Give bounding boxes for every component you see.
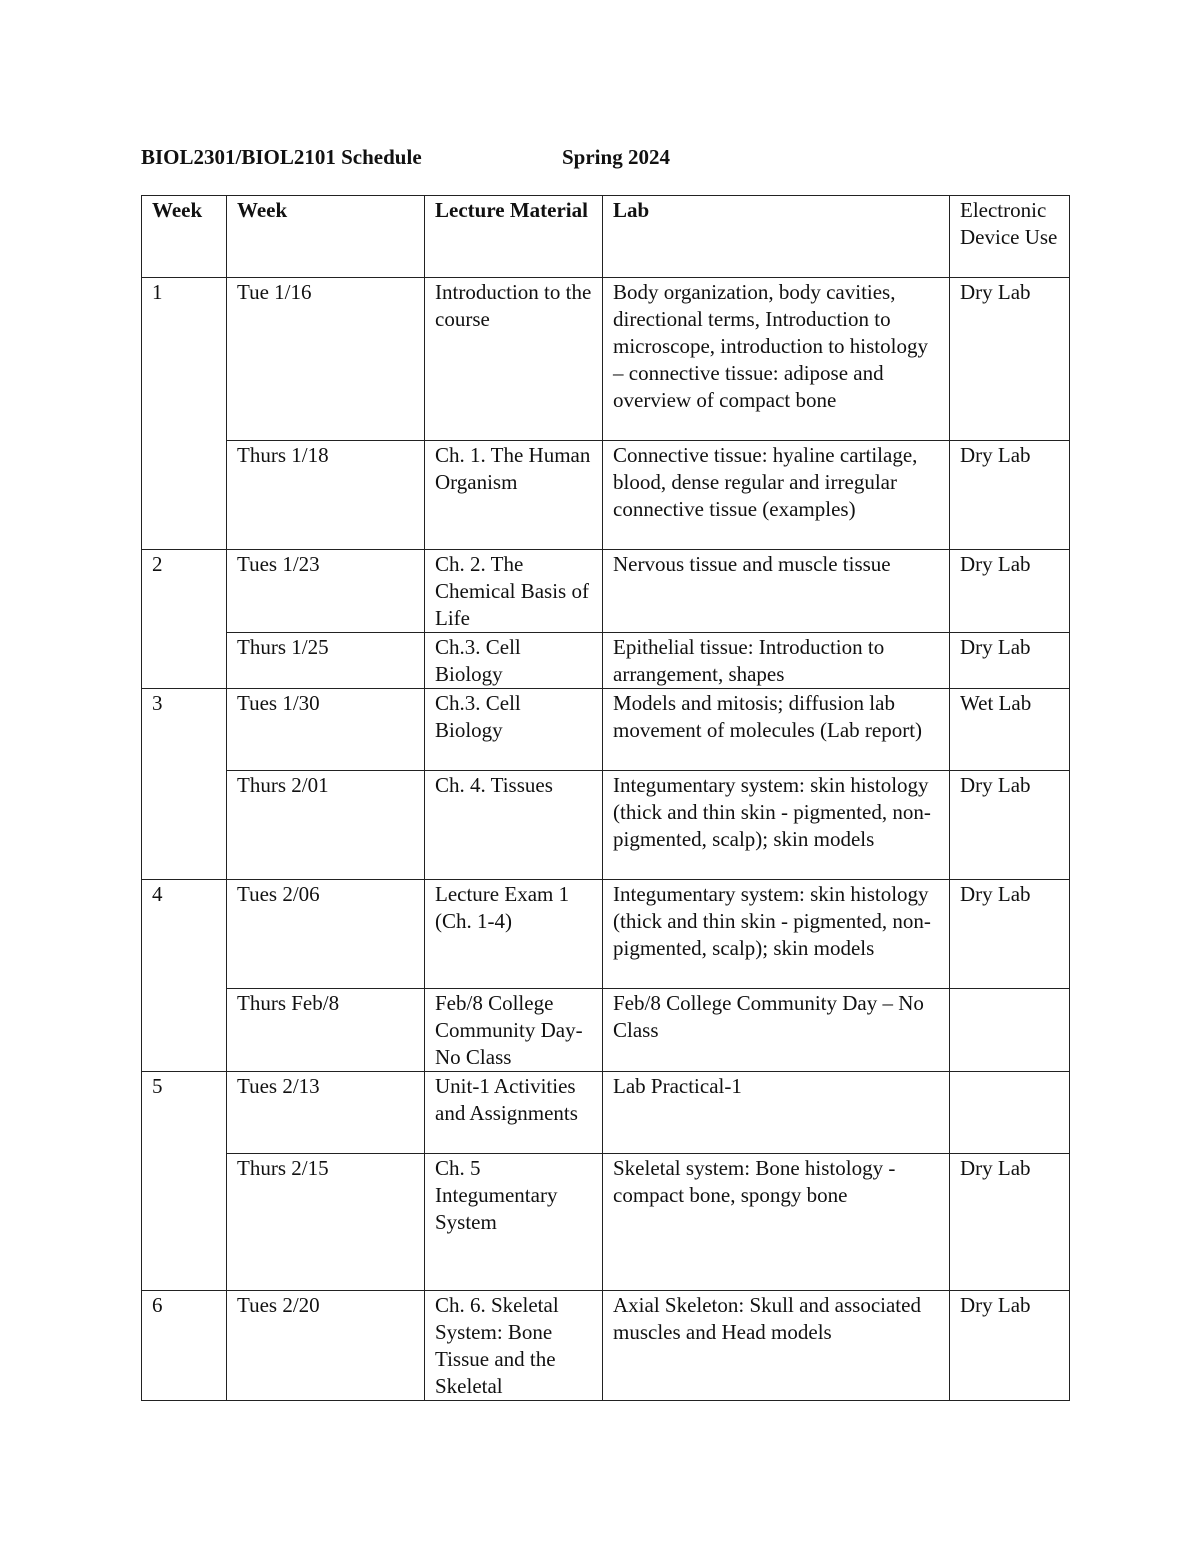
device-cell: Dry Lab — [950, 1154, 1070, 1291]
table-row — [142, 633, 1070, 689]
device-cell: Wet Lab — [950, 689, 1070, 771]
header-row — [142, 196, 1070, 278]
device-cell — [950, 989, 1070, 1072]
col-header-date: Week — [227, 196, 425, 278]
table-row — [142, 278, 1070, 441]
lecture-cell: Ch.3. Cell Biology — [425, 633, 603, 689]
col-header-lecture: Lecture Material — [425, 196, 603, 278]
week-cell: 3 — [142, 689, 227, 880]
lecture-cell: Unit-1 Activities and Assignments — [425, 1072, 603, 1154]
date-cell: Thurs 1/25 — [227, 633, 425, 689]
lab-cell: Skeletal system: Bone histology - compact bone, spongy bone — [603, 1154, 950, 1291]
col-header-week: Week — [142, 196, 227, 278]
table-row — [142, 1154, 1070, 1291]
device-cell: Dry Lab — [950, 771, 1070, 880]
table-row — [142, 989, 1070, 1072]
page-title — [141, 143, 670, 171]
course-title: BIOL2301/BIOL2101 Schedule — [141, 145, 422, 169]
lab-cell: Connective tissue: hyaline cartilage, blood, dense regular and irregular connective tissue (examples) — [603, 441, 950, 550]
col-header-device: Electronic Device Use — [950, 196, 1070, 278]
lab-cell: Lab Practical-1 — [603, 1072, 950, 1154]
device-cell: Dry Lab — [950, 880, 1070, 989]
week-cell: 4 — [142, 880, 227, 1072]
lab-cell: Integumentary system: skin histology (thick and thin skin - pigmented, non-pigmented, scalp); skin models — [603, 880, 950, 989]
date-cell: Tue 1/16 — [227, 278, 425, 441]
lab-cell: Nervous tissue and muscle tissue — [603, 550, 950, 633]
lecture-cell: Ch. 6. Skeletal System: Bone Tissue and the Skeletal — [425, 1291, 603, 1401]
week-cell: 1 — [142, 278, 227, 550]
date-cell: Thurs Feb/8 — [227, 989, 425, 1072]
date-cell: Thurs 1/18 — [227, 441, 425, 550]
date-cell: Tues 2/20 — [227, 1291, 425, 1401]
device-cell: Dry Lab — [950, 633, 1070, 689]
col-header-lab: Lab — [603, 196, 950, 278]
device-cell — [950, 1072, 1070, 1154]
date-cell: Tues 1/30 — [227, 689, 425, 771]
lab-cell: Epithelial tissue: Introduction to arrangement, shapes — [603, 633, 950, 689]
date-cell: Tues 2/13 — [227, 1072, 425, 1154]
lab-cell: Integumentary system: skin histology (thick and thin skin - pigmented, non-pigmented, scalp); skin models — [603, 771, 950, 880]
schedule-table — [141, 195, 1070, 1401]
lab-cell: Feb/8 College Community Day – No Class — [603, 989, 950, 1072]
table-row — [142, 689, 1070, 771]
lecture-cell: Ch. 1. The Human Organism — [425, 441, 603, 550]
table-row — [142, 550, 1070, 633]
lecture-cell: Ch. 5 Integumentary System — [425, 1154, 603, 1291]
device-cell: Dry Lab — [950, 441, 1070, 550]
week-cell: 6 — [142, 1291, 227, 1401]
date-cell: Tues 2/06 — [227, 880, 425, 989]
table-row — [142, 441, 1070, 550]
table-row — [142, 1072, 1070, 1154]
lecture-cell: Feb/8 College Community Day- No Class — [425, 989, 603, 1072]
device-cell: Dry Lab — [950, 1291, 1070, 1401]
week-cell: 5 — [142, 1072, 227, 1291]
date-cell: Tues 1/23 — [227, 550, 425, 633]
lecture-cell: Ch. 2. The Chemical Basis of Life — [425, 550, 603, 633]
lab-cell: Body organization, body cavities, directional terms, Introduction to microscope, introduction to histology – connective tissue: adipose and overview of compact bone — [603, 278, 950, 441]
date-cell: Thurs 2/15 — [227, 1154, 425, 1291]
device-cell: Dry Lab — [950, 278, 1070, 441]
term-label: Spring 2024 — [562, 145, 670, 169]
table-row — [142, 1291, 1070, 1401]
date-cell: Thurs 2/01 — [227, 771, 425, 880]
lecture-cell: Ch.3. Cell Biology — [425, 689, 603, 771]
table-row — [142, 771, 1070, 880]
lecture-cell: Lecture Exam 1 (Ch. 1-4) — [425, 880, 603, 989]
lab-cell: Axial Skeleton: Skull and associated muscles and Head models — [603, 1291, 950, 1401]
table-row — [142, 880, 1070, 989]
device-cell: Dry Lab — [950, 550, 1070, 633]
lecture-cell: Introduction to the course — [425, 278, 603, 441]
lab-cell: Models and mitosis; diffusion lab movement of molecules (Lab report) — [603, 689, 950, 771]
week-cell: 2 — [142, 550, 227, 689]
lecture-cell: Ch. 4. Tissues — [425, 771, 603, 880]
